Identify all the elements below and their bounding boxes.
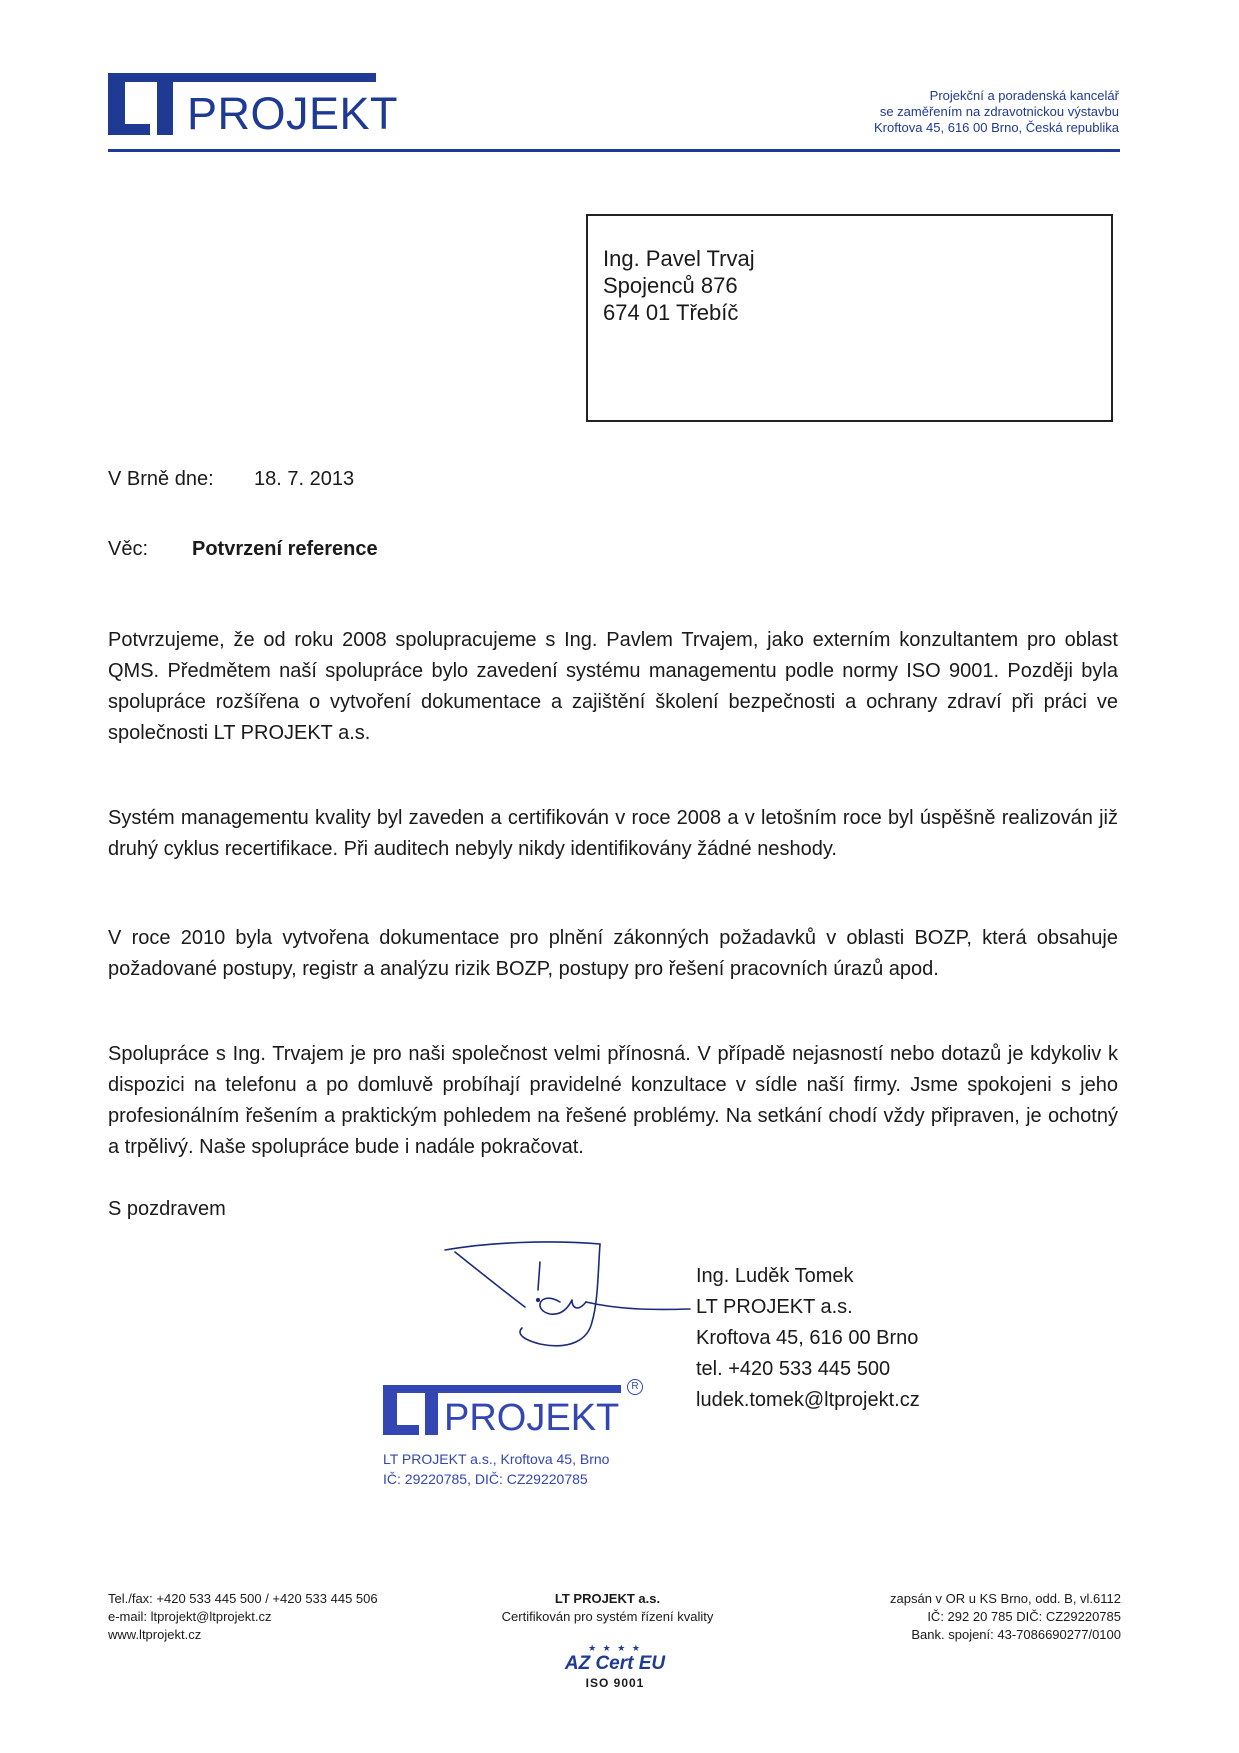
stamp-letter-t [425, 1385, 438, 1435]
footer-company-name: LT PROJEKT a.s. [554, 1591, 661, 1606]
signer-email: ludek.tomek@ltprojekt.cz [696, 1389, 920, 1411]
logo-letter-t [157, 73, 173, 135]
eu-stars-icon: ★ ★ ★ ★ [588, 1643, 642, 1653]
date-value: 18. 7. 2013 [254, 468, 355, 490]
footer-phone: Tel./fax: +420 533 445 500 / +420 533 445 506 [108, 1591, 378, 1606]
subject-label: Věc: [108, 538, 149, 560]
footer-website: www.ltprojekt.cz [108, 1627, 202, 1642]
logo-wordmark: PROJEKT [187, 88, 399, 139]
logo-letter-l-foot [108, 124, 150, 135]
stamp-address: LT PROJEKT a.s., Kroftova 45, Brno [383, 1451, 610, 1467]
recipient-address-box [586, 214, 1113, 422]
footer-contact [108, 1590, 378, 1644]
logo-bar [108, 73, 376, 82]
footer-company [450, 1590, 765, 1626]
recipient-street: Spojenců 876 [603, 273, 738, 298]
signer-block [696, 1261, 920, 1416]
subject-value: Potvrzení reference [192, 538, 378, 560]
recipient-city: 674 01 Třebíč [603, 300, 739, 325]
tagline-line: se zaměřením na zdravotnickou výstavbu [879, 104, 1119, 119]
date-row [108, 468, 354, 491]
closing-salutation: S pozdravem [108, 1198, 226, 1220]
stamp-wordmark: PROJEKT [444, 1397, 620, 1439]
company-logo [108, 73, 399, 143]
signer-name: Ing. Luděk Tomek [696, 1265, 854, 1287]
stamp-ids: IČ: 29220785, DIČ: CZ29220785 [383, 1471, 588, 1487]
footer-certification-text: Certifikován pro systém řízení kvality [501, 1609, 714, 1624]
company-tagline [874, 88, 1119, 136]
signer-phone: tel. +420 533 445 500 [696, 1358, 891, 1380]
tagline-line: Projekční a poradenská kancelář [929, 88, 1119, 103]
body-paragraph: Systém managementu kvality byl zaveden a certifikován v roce 2008 a v letošním roce byl úspěšně realizován již druhý cyklus recertifikace. Při auditech nebyly nikdy identifikovány žádné neshody. [108, 807, 1118, 860]
certification-brand: AZ Cert EU [564, 1653, 666, 1674]
tagline-line: Kroftova 45, 616 00 Brno, Česká republika [874, 120, 1119, 135]
stamp-logo-bar [383, 1385, 621, 1393]
stamp-letter-l-foot [383, 1425, 419, 1435]
recipient-name: Ing. Pavel Trvaj [603, 246, 755, 271]
signer-company: LT PROJEKT a.s. [696, 1296, 853, 1318]
signer-address: Kroftova 45, 616 00 Brno [696, 1327, 919, 1349]
footer-register-info: zapsán v OR u KS Brno, odd. B, vl.6112 [890, 1591, 1121, 1606]
footer-tax-ids: IČ: 292 20 785 DIČ: CZ29220785 [927, 1609, 1121, 1624]
subject-row [108, 538, 378, 561]
date-label: V Brně dne: [108, 468, 214, 490]
footer-bank-account: Bank. spojení: 43-7086690277/0100 [911, 1627, 1121, 1642]
footer-email: e-mail: ltprojekt@ltprojekt.cz [108, 1609, 272, 1624]
body-paragraph: V roce 2010 byla vytvořena dokumentace pro plnění zákonných požadavků v oblasti BOZP, která obsahuje požadované postupy, registr a analýzu rizik BOZP, postupy pro řešení pracovních úrazů apod. [108, 927, 1118, 980]
handwritten-signature [440, 1232, 695, 1362]
certification-logo [555, 1643, 675, 1691]
header-divider [108, 149, 1120, 152]
registered-mark-icon: R [627, 1379, 643, 1395]
body-paragraph: Potvrzujeme, že od roku 2008 spolupracujeme s Ing. Pavlem Trvajem, jako externím konzultantem pro oblast QMS. Předmětem naší spolupráce bylo zavedení systému managementu podle normy ISO 9001. Později byla spolupráce rozšířena o vytvoření dokumentace a zajištění školení bezpečnosti a ochrany zdraví při práci ve společnosti LT PROJEKT a.s. [108, 629, 1118, 744]
certification-standard: ISO 9001 [585, 1676, 645, 1690]
company-stamp [380, 1381, 662, 1493]
footer-registration [890, 1590, 1121, 1644]
body-paragraph: Spolupráce s Ing. Trvajem je pro naši společnost velmi přínosná. V případě nejasností nebo dotazů je kdykoliv k dispozici na telefonu a po domluvě probíhají pravidelné konzultace v sídle naší firmy. Jsme spokojeni s jeho profesionálním řešením a praktickým pohledem na řešené problémy. Na setkání chodí vždy připraven, je ochotný a trpělivý. Naše spolupráce bude i nadále pokračovat. [108, 1043, 1118, 1158]
